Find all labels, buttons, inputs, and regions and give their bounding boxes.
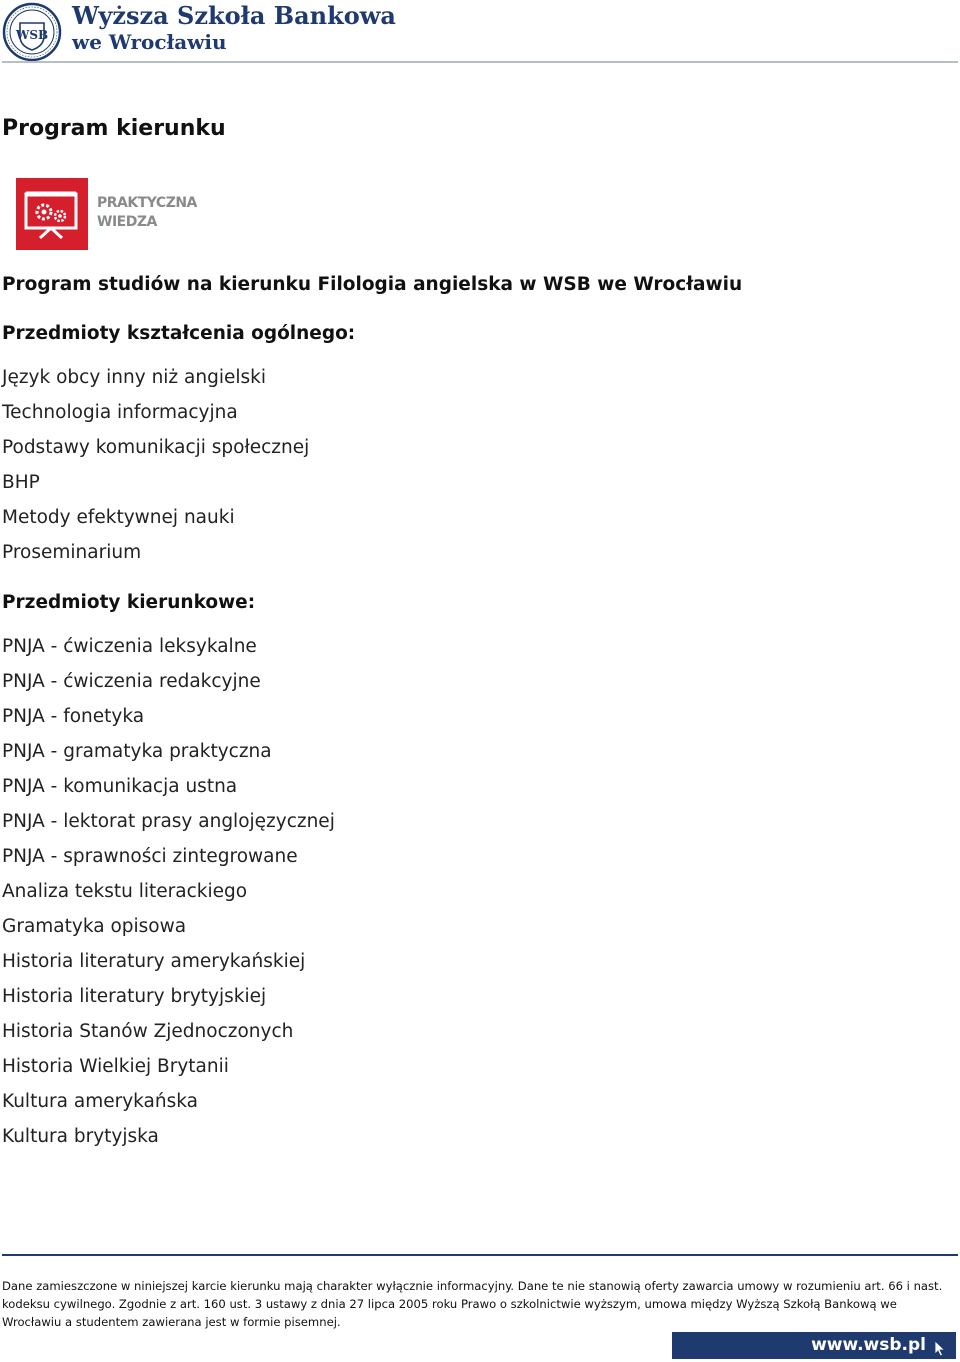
badge-label-line2: WIEDZA <box>97 214 157 230</box>
program-content <box>2 271 952 1154</box>
practical-knowledge-badge <box>16 178 196 250</box>
program-title: Program studiów na kierunku Filologia angielska w WSB we Wrocławiu <box>2 274 743 295</box>
badge-label <box>97 194 197 232</box>
section-heading-major: Przedmioty kierunkowe: <box>2 592 256 613</box>
svg-text:WSB: WSB <box>15 28 49 42</box>
list-item: PNJA - gramatyka praktyczna <box>2 741 272 762</box>
list-item: Metody efektywnej nauki <box>2 507 235 528</box>
pointer-cursor-icon <box>934 1340 946 1357</box>
list-item: PNJA - fonetyka <box>2 706 145 727</box>
list-item: Historia Stanów Zjednoczonych <box>2 1021 294 1042</box>
list-item: PNJA - lektorat prasy anglojęzycznej <box>2 811 335 832</box>
badge-label-line1: PRAKTYCZNA <box>97 195 197 211</box>
list-item: Historia Wielkiej Brytanii <box>2 1056 229 1077</box>
course-list-major <box>2 629 952 1154</box>
list-item: Historia literatury amerykańskiej <box>2 951 306 972</box>
website-link[interactable]: www.wsb.pl <box>811 1335 926 1355</box>
legal-disclaimer: Dane zamieszczone w niniejszej karcie kierunku mają charakter wyłącznie informacyjny. Dane te nie stanowią oferty zawarcia umowy w rozumieniu art. 66 i nast. kodeksu cywilnego. Zgodnie z art. 160 ust. 3 ustawy z dnia 27 lipca 2005 roku Prawo o szkolnictwie wyższym, umowa między Wyższą Szkołą Bankową we Wrocławiu a studentem zawierana jest w formie pisemnej. <box>2 1279 943 1329</box>
list-item: Historia literatury brytyjskiej <box>2 986 267 1007</box>
list-item: PNJA - ćwiczenia redakcyjne <box>2 671 261 692</box>
footer-divider <box>2 1254 958 1256</box>
course-list-general <box>2 360 952 570</box>
section-heading-general: Przedmioty kształcenia ogólnego: <box>2 323 356 344</box>
list-item: BHP <box>2 472 40 493</box>
school-name-line2: we Wrocławiu <box>72 30 227 54</box>
list-item: PNJA - ćwiczenia leksykalne <box>2 636 257 657</box>
header-divider <box>2 61 958 63</box>
list-item: Gramatyka opisowa <box>2 916 187 937</box>
website-banner[interactable] <box>672 1332 956 1359</box>
list-item: Kultura amerykańska <box>2 1091 198 1112</box>
page-title: Program kierunku <box>2 116 226 141</box>
university-seal-icon <box>2 2 62 62</box>
school-name <box>72 2 396 56</box>
list-item: Kultura brytyjska <box>2 1126 159 1147</box>
page-header <box>0 0 960 64</box>
presentation-gears-icon <box>16 178 88 250</box>
list-item: Podstawy komunikacji społecznej <box>2 437 310 458</box>
list-item: Proseminarium <box>2 542 142 563</box>
school-name-line1: Wyższa Szkoła Bankowa <box>72 1 396 30</box>
list-item: PNJA - komunikacja ustna <box>2 776 238 797</box>
list-item: Analiza tekstu literackiego <box>2 881 248 902</box>
list-item: Język obcy inny niż angielski <box>2 367 266 388</box>
list-item: PNJA - sprawności zintegrowane <box>2 846 298 867</box>
list-item: Technologia informacyjna <box>2 402 238 423</box>
